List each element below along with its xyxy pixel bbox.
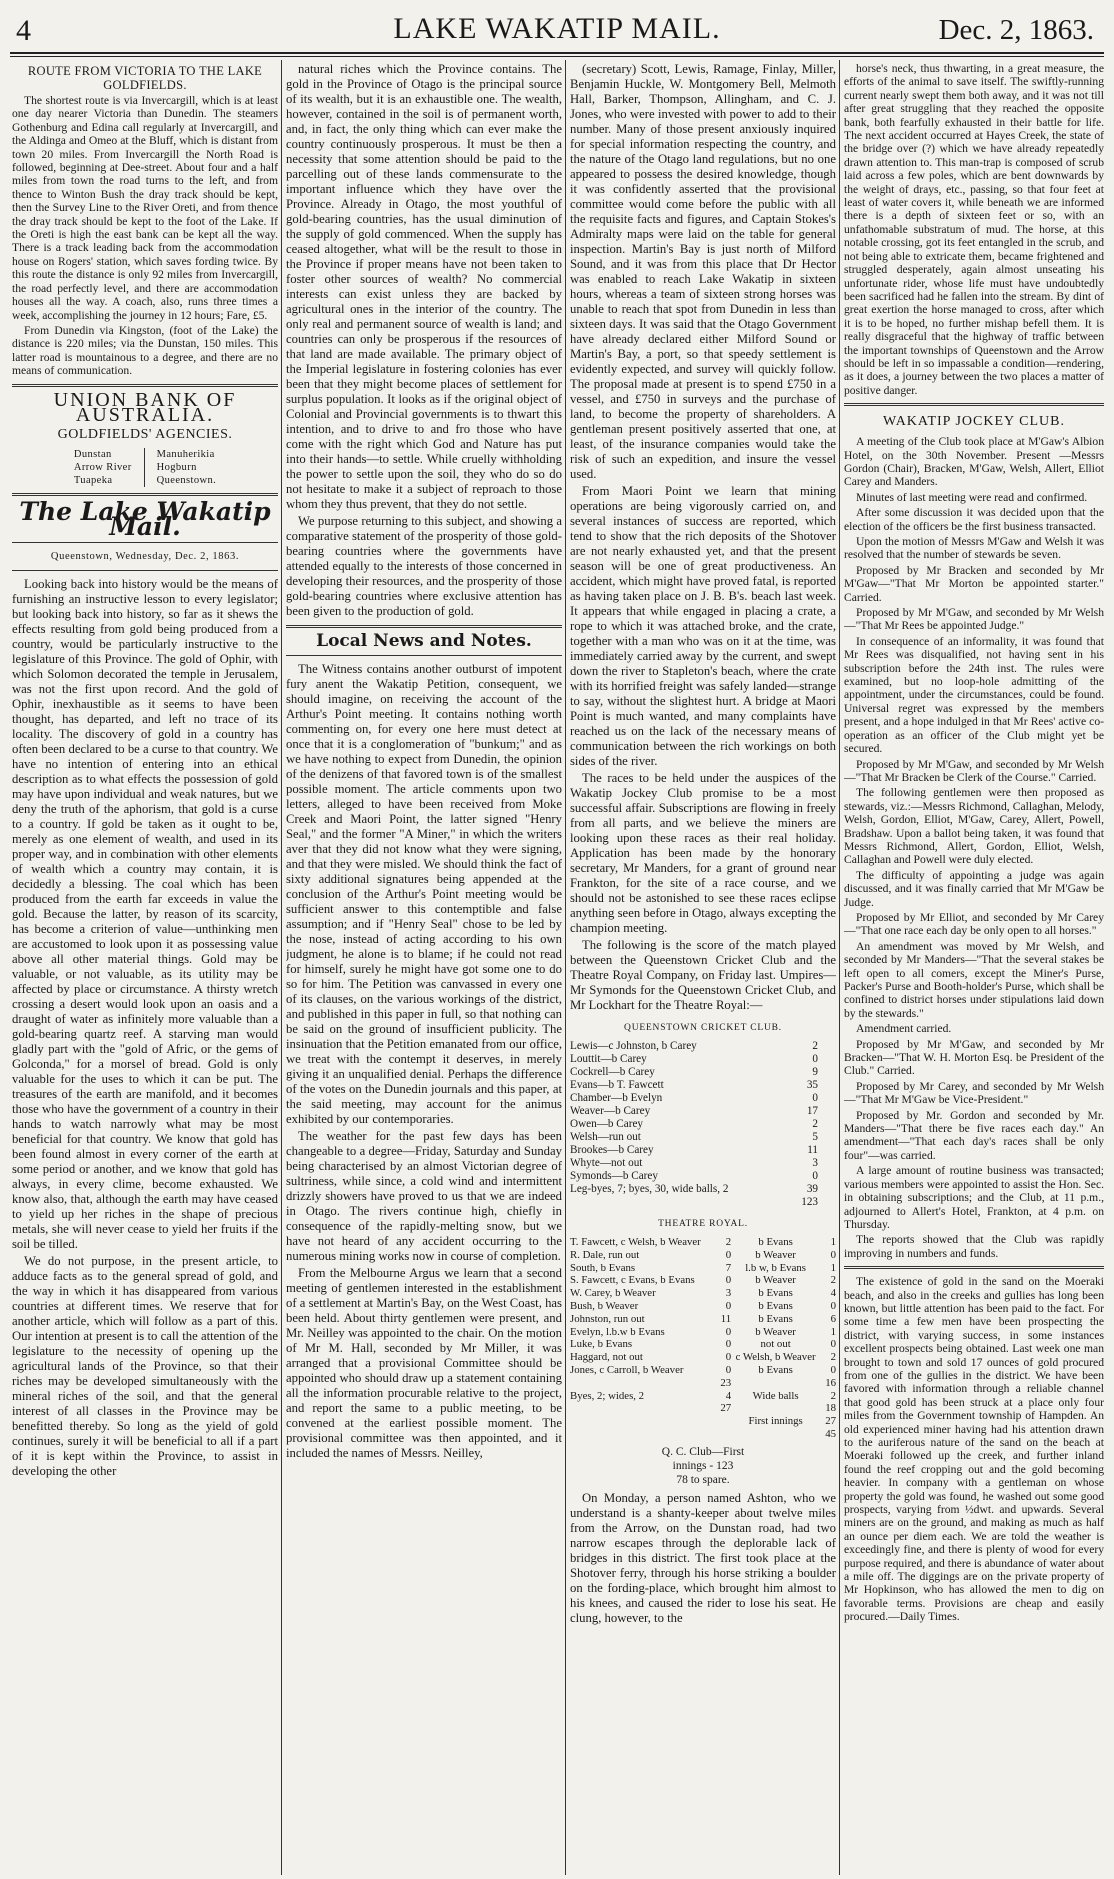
route-article [12, 94, 278, 378]
first-innings-runs: 0 [725, 1299, 732, 1312]
tr-byes: 4 [725, 1389, 732, 1402]
paragraph: From Dunedin via Kingston, (foot of the Lake) the distance is 220 miles; via the Dunstan, 150 miles. This latter road is mountainous to a degree, and there are no means of communication. [12, 323, 278, 378]
batsman: Weaver—b Carey [570, 1105, 651, 1117]
table-row [570, 1053, 836, 1066]
paragraph: Proposed by Mr Elliot, and seconded by Mr Carey—"That one race each day be only open to all horses." [844, 910, 1104, 938]
first-innings-dismissal: S. Fawcett, c Evans, b Evans [570, 1274, 695, 1287]
batsman: Chamber—b Evelyn [570, 1092, 663, 1104]
runs: 17 [806, 1105, 818, 1117]
batsman: Welsh—run out [570, 1131, 641, 1143]
first-innings-dismissal: T. Fawcett, c Welsh, b Weaver [570, 1236, 701, 1248]
agency: Queenstown. [156, 474, 217, 486]
table-row [570, 1066, 836, 1079]
tr-first-innings-label: First innings [748, 1415, 803, 1428]
second-innings-dismissal: l.b w, b Evans [745, 1261, 806, 1274]
column-divider [281, 60, 282, 1875]
second-innings-runs: 0 [830, 1363, 836, 1376]
paragraph: From the Melbourne Argus we learn that a second meeting of gentlemen interested in the establishment of a settlement at Martin's Bay, on the West Coast, has been held. About thirty gentlemen were present, and Mr. Neilley was appointed to the chair. On the motion of Mr M. Hall, seconded by Mr Miller, it was arranged that a provisional Committee should be appointed who should draw up a statement containing all the information procurable relative to the project, and report the same to a public meeting, to be convened at the earliest possible moment. The provisional committee was then appointed, and it included the names of Messrs. Neilley, [286, 1266, 562, 1460]
first-innings-runs: 0 [725, 1274, 732, 1287]
table-row [570, 1157, 836, 1170]
second-innings-dismissal: c Welsh, b Weaver [735, 1351, 816, 1364]
tr-total-1: 27 [720, 1402, 732, 1415]
table-row [570, 1313, 836, 1326]
table-row [570, 1118, 836, 1131]
paragraph: A large amount of routine business was transacted; various members were appointed to assist the Hon. Sec. in obtaining subscriptions; and the Club, at 11 p.m., adjourned to Allert's Hotel, Frankton, at 4 p.m. on Thursday. [844, 1164, 1104, 1231]
batsman: Lewis—c Johnston, b Carey [570, 1040, 697, 1052]
first-innings-runs: 3 [725, 1287, 732, 1300]
paragraph: The difficulty of appointing a judge was again discussed, and it was finally carried that Mr M'Gaw be Judge. [844, 868, 1104, 909]
paragraph: We do not purpose, in the present article, to adduce facts as to the general spread of gold, and the way in which it has disappeared from various countries at different times. We reserve that for another article, which will follow as a part of this. Our intention at present is to call the attention of the legislature to the necessity of opening up the agricultural lands of the Province, so that their riches may be developed simultaneously with the mineral riches of the soil, and that the general interest of all classes in the Province may be benefitted thereby. So long as the yield of gold continues, surely it will be beneficial to all if a part of it is kept within the Province, to assist in developing the other [12, 1253, 278, 1478]
paragraph: The weather for the past few days has been changeable to a degree—Friday, Saturday and Sunday being characterised by an almost Victorian degree of sultriness, while since, a cold wind and intermittent drizzly showers have proved to us that we are indeed in Otago. The rivers continue high, chiefly in consequence of the rapidly-melting snow, but we have not heard of any accident occurring to the numerous mining works now in course of completion. [286, 1129, 562, 1263]
batsman: Louttit—b Carey [570, 1053, 647, 1065]
agencies-right [157, 448, 217, 487]
agency: Hogburn [156, 461, 197, 473]
first-innings-dismissal: South, b Evans [570, 1261, 636, 1274]
runs: 11 [807, 1144, 818, 1156]
first-innings-runs: 7 [725, 1261, 732, 1274]
batsman: Brookes—b Carey [570, 1144, 654, 1156]
tr-total-2: 18 [825, 1402, 836, 1415]
table-row [570, 1196, 836, 1209]
table-row [570, 1105, 836, 1118]
second-innings-runs: 4 [830, 1287, 836, 1300]
paragraph: horse's neck, thus thwarting, in a great measure, the efforts of the animal to save itself. The swiftly-running current nearly swept them both away, and it was not till after great struggling that they reached the opposite bank, both fearfully exhausted in their battle for life. The next accident occurred at Hayes Creek, the state of the bridge over (?) which we have already repeatedly drawn attention to. This man-trap is composed of scrub laid across a few poles, which are bent downwards by the weight of drays, etc., passing, so that four feet at least of water covers it, while beneath we are informed there is a depth of sixteen feet or so, with an unfathomable substratum of mud. The horse, at this notable crossing, got its feet entangled in the scrub, and not being able to extricate them, became frightened and struggled desperately, again almost unseating his unfortunate rider, whose life must have undoubtedly been sacrificed had he fallen into the stream. By dint of great exertion the horse managed to cross, after which it is to be hoped, no further mishap befell them. It is really disgraceful that the highway of traffic between the important townships of Queenstown and the Arrow should be left in so impassable a condition—rendering, as it does, a journey between the two places a matter of positive danger. [844, 62, 1104, 397]
divider [286, 655, 562, 656]
paragraph: Proposed by Mr Carey, and seconded by Mr Welsh—"That Mr M'Gaw be Vice-President." [844, 1079, 1104, 1107]
leader-article-continued [286, 62, 562, 619]
tr-byes-label: Byes, 2; wides, 2 [570, 1389, 645, 1402]
agency: Tuapeka [73, 474, 113, 486]
paper-nameplate: The Lake Wakatip Mail. [19, 496, 271, 541]
first-innings-runs: 0 [725, 1248, 732, 1261]
paragraph: The reports showed that the Club was rapidly improving in numbers and funds. [844, 1233, 1104, 1260]
paragraph: Proposed by Mr Bracken and seconded by Mr M'Gaw—"That Mr Morton be appointed starter." Carried. [844, 563, 1104, 604]
table-row [570, 1249, 836, 1262]
second-innings-runs: 0 [830, 1299, 836, 1312]
paragraph: After some discussion it was decided upon that the election of the officers be the first business transacted. [844, 506, 1104, 533]
local-news [286, 662, 562, 1461]
batsman: Symonds—b Carey [570, 1170, 658, 1182]
second-innings-runs: 1 [830, 1325, 836, 1338]
table-row [570, 1262, 836, 1275]
tr-wide-label: Wide balls [752, 1389, 799, 1402]
batsman: Cockrell—b Carey [570, 1066, 655, 1078]
agency: Manuherikia [156, 448, 215, 460]
route-heading: ROUTE FROM VICTORIA TO THE LAKE GOLDFIELDS. [27, 64, 263, 92]
divider [844, 1266, 1104, 1269]
table-row [570, 1236, 836, 1249]
batsman: Evans—b T. Fawcett [570, 1079, 664, 1091]
table-row [570, 1428, 836, 1441]
tr-subtotal-1: 23 [720, 1376, 732, 1389]
tr-grand-total: 45 [825, 1427, 836, 1440]
table-row [570, 1364, 836, 1377]
first-innings-runs: 2 [725, 1236, 732, 1248]
second-innings-runs: 2 [830, 1274, 836, 1287]
table-row [570, 1300, 836, 1313]
bank-advert-subtitle: GOLDFIELDS' AGENCIES. [57, 426, 233, 442]
batsman: Owen—b Carey [570, 1118, 644, 1130]
first-innings-runs: 0 [725, 1325, 732, 1338]
table-row [570, 1079, 836, 1092]
masthead-rule [10, 52, 1104, 54]
first-innings-dismissal: Johnston, run out [570, 1312, 645, 1325]
second-innings-dismissal: b Evans [758, 1236, 793, 1248]
table-row [570, 1274, 836, 1287]
agency: Arrow River [73, 461, 132, 473]
second-innings-dismissal: b Evans [758, 1287, 793, 1300]
local-news-heading: Local News and Notes. [316, 631, 532, 651]
paragraph: Proposed by Mr M'Gaw, and seconded by Mr Welsh—"That Mr Rees be appointed Judge." [844, 606, 1104, 633]
result-line: innings - 123 [672, 1459, 734, 1472]
result-line: Q. C. Club—First [661, 1445, 745, 1458]
first-innings-runs: 11 [720, 1312, 732, 1325]
tr-subtotal-2: 16 [825, 1376, 836, 1389]
table-row [570, 1377, 836, 1390]
runs: 0 [812, 1170, 818, 1182]
runs: 39 [806, 1183, 818, 1195]
leader-article [12, 577, 278, 1479]
tr-scorecard [570, 1236, 836, 1441]
paragraph: Minutes of last meeting were read and confirmed. [856, 490, 1088, 504]
dateline: Queenstown, Wednesday, Dec. 2, 1863. [50, 550, 240, 562]
runs: 3 [812, 1157, 818, 1169]
paragraph: The following gentlemen were then proposed as stewards, viz.:—Messrs Richmond, Callaghan, Melody, Welsh, Gordon, Elliot, M'Gaw, Carey, Allert, Powell, Bradshaw. Upon a ballot being taken, it was found that Messrs Richmond, Allert, Gordon, Elliot, Welsh, Callaghan and Powell were duly elected. [844, 786, 1104, 867]
masthead [0, 0, 1114, 54]
divider [12, 570, 278, 571]
runs: 0 [812, 1053, 818, 1065]
second-innings-dismissal: b Weaver [755, 1248, 796, 1261]
first-innings-dismissal: W. Carey, b Weaver [570, 1287, 656, 1300]
first-innings-dismissal: Luke, b Evans [570, 1338, 633, 1351]
paragraph: Looking back into history would be the means of furnishing an instructive lesson to every legislator; but looking back into history, so far as it shews the effects resulting from gold being produced from a country, would be particularly instructive to the legislature of this Province. The gold of Ophir, with which Solomon decorated the temple in Jerusalem, was not the first upon record. And the gold of Ophir, inexhaustible as it seems to have been thought, has departed, and left no trace of its locality. The discovery of gold in a country has often been declared to be a curse to that country. We have no intention of entering into an ethical description as to what effects the possession of gold may have upon individual and weak natures, but we deny the truth of the aphorism, that gold is a curse to a country. If gold be taken as it ought to be, merely as one element of wealth, and used in its proper way, and in combination with other elements of wealth which a country may contain, it is decidedly a blessing. The coal which has been produced from the earth far exceeds in value the gold. Because the latter, by reason of its scarcity, has become a criterion of value—unthinking men are accustomed to look upon it as possessing value above all other material things. Gold may be valuable, or not valuable, as its utility may be affected by place or circumstance. A thirsty wretch crossing a desert would look upon an oasis and a draught of water as infinitely more valuable than a gold-bearing quartz reef. A starving man would gladly part with the "gold of Afric, or the gems of Golconda," for a morsel of bread. Gold is only valuable for the uses to which it can be put. The treasures of the earth are manifold, and it becomes those who have the government of a country in their hands to watch narrowly what may be most beneficial for that country. We know that gold has been found almost in every corner of the earth at some period or another, and we know that gold has always, in every clime, become exhausted. We know also, that, although the earth may have ceased to yield up her riches in the shape of precious metals, she will never cease to yield her fruits if the soil be tilled. [12, 576, 278, 1251]
second-innings-dismissal: b Evans [758, 1312, 793, 1325]
runs: 0 [812, 1092, 818, 1104]
divider [12, 493, 278, 496]
qcc-score-title: QUEENSTOWN CRICKET CLUB. [624, 1023, 782, 1033]
divider [12, 542, 278, 543]
table-row [570, 1144, 836, 1157]
match-result [570, 1445, 836, 1487]
table-row [570, 1415, 836, 1428]
paragraph: A meeting of the Club took place at M'Gaw's Albion Hotel, on the 30th November. Present —Messrs Gordon (Chair), Bracken, M'Gaw, Welsh, Allert, Elliot Carey and Manders. [844, 435, 1104, 489]
column-2 [286, 62, 562, 1872]
paragraph: Proposed by Mr M'Gaw, and seconded by Mr Bracken—"That W. H. Morton Esq. be President of the Club." Carried. [844, 1037, 1104, 1078]
paragraph: Proposed by Mr. Gordon and seconded by Mr. Manders—"That there be five races each day." An amendment—"That each day's races shall be only four"—was carried. [844, 1108, 1104, 1162]
table-row [570, 1338, 836, 1351]
first-innings-dismissal: R. Dale, run out [570, 1248, 640, 1261]
table-row [570, 1402, 836, 1415]
column-4 [844, 62, 1104, 1872]
first-innings-dismissal: Evelyn, l.b.w b Evans [570, 1325, 665, 1338]
column-divider [839, 60, 840, 1875]
paragraph: Proposed by Mr M'Gaw, and seconded by Mr Welsh—"That Mr Bracken be Clerk of the Course." Carried. [844, 757, 1104, 784]
first-innings-dismissal: Bush, b Weaver [570, 1299, 639, 1312]
divider [286, 625, 562, 628]
paragraph: An amendment was moved by Mr Welsh, and seconded by Mr Manders—"That the several stakes be left open to all comers, except the Miner's Purse, Packer's Purse and Booth-holder's Purse, which shall be confined to district horses under stipulations laid down by the stewards." [844, 939, 1104, 1020]
table-row [570, 1040, 836, 1053]
tr-score-title: THEATRE ROYAL. [658, 1219, 748, 1229]
paper-title: LAKE WAKATIP MAIL. [393, 12, 721, 45]
paragraph: The Witness contains another outburst of impotent fury anent the Wakatip Petition, consequent, we should imagine, on receiving the account of the Arthur's Point meeting. It contains nothing worth commenting on, for every one here must detect at once that it is a conglomeration of "bunkum;" and as we have nothing to expect from Dunedin, the opinion of the denizens of that favored town is of the smallest possible moment. The article comments upon two letters, alleged to have been received from Moke Creek and Maori Point, the latter signed "Henry Seal," and the former "A Miner," in which the writers aver that they did not know what they were signing, and that they were misled. We should think the fact of sixty additional signatures being appended at the conclusion of the Arthur's Point meeting would be sufficient answer to this contemptible and false assumption; and if "Henry Seal" chose to be led by the nose, instead of acting according to his own judgment, he alone is to blame; if he could not read for himself, surely he might have got some one to do so for him. The Petition was canvassed in every one of its clauses, on the various workings of the district, and published in this paper in full, so that nothing can be said on the ground of insufficient publicity. The insinuation that the Petition emanated from our office, we treat with the contempt it deserves, in merely giving it an unqualified denial. Perhaps the difference of the votes on the Dunedin journals and this paper, at the said meeting, may account for the animus exhibited by our contemporaries. [286, 662, 562, 1126]
batsman: Leg-byes, 7; byes, 30, wide balls, 2 [570, 1183, 729, 1195]
table-row [570, 1326, 836, 1339]
table-row [570, 1092, 836, 1105]
jockey-club-report [844, 435, 1104, 1260]
second-innings-runs: 6 [830, 1312, 836, 1325]
table-row [570, 1170, 836, 1183]
column-divider [565, 60, 566, 1875]
paragraph: On Monday, a person named Ashton, who we understand is a shanty-keeper about twelve miles from the Arrow, on the Dunstan road, had two narrow escapes through the deplorable lack of bridges in this district. The first took place at the Shotover ferry, through his horse striking a boulder on the fording-place, which brought him almost to his knees, and caused the rider to lose his seat. He clung, however, to the [570, 1490, 836, 1625]
paragraph: Amendment carried. [856, 1022, 952, 1036]
paragraph: From Maori Point we learn that mining operations are being vigorously carried on, and several instances of success are reported, which tend to show that the rich deposits of the Shotover are not nearly exhausted yet, and that the present season will be one of great productiveness. An accident, which might have proved fatal, is reported as having taken place on J. B. B's. beach last week. It appears that while engaged in placing a crate, a rope to which it was attached broke, and the crate, together with a man who was on it at the time, was immediately carried away by the current, and swept down the river to Stapleton's beach, where the crate with its horrified freight was safely landed—strange to say, without the slightest hurt. A bridge at Maori Point is much wanted, and many complaints have reached us on the lack of the necessary means of communication between the rich workings on both sides of the river. [570, 484, 836, 768]
second-innings-dismissal: not out [760, 1338, 791, 1351]
second-innings-dismissal: b Weaver [755, 1325, 796, 1338]
paragraph: The existence of gold in the sand on the Moeraki beach, and also in the creeks and gullies has long been known, but little attention has been paid to the fact. For some time a few men have been prospecting the district, with varying success, in some instances excellent prospects being obtained. Last week one man brought to town and sold 17 ounces of gold procured from one of the gullies in the district. We have been favored with information through a reliable channel that good gold has been struck at a place only four miles from the Government township of Hampden. An old experienced miner having had his attention drawn to the auriferous nature of the sand on the beach at Moeraki followed up the creek, and further inland found the reef cropping out and the gold becoming heavier. In company with a gentleman on whose property the gold was found, he washed out some good prospects, varying from ½dwt. and upwards. Several miners are on the ground, and making as much as half an ounce per diem each. We are told the weather is exceedingly fine, and there is plenty of wood for every purpose required, and there is abundance of water about a mile off. The diggings are on the private property of Mr Hopkinson, who has allowed the men to dig on favorable terms. Provisions are cheap and easily procured.—Daily Times. [844, 1275, 1104, 1624]
agencies-left [74, 448, 145, 487]
tr-wide: 2 [830, 1389, 836, 1402]
runs: 9 [812, 1066, 818, 1078]
jockey-club-heading: WAKATIP JOCKEY CLUB. [883, 414, 1065, 430]
second-innings-runs: 2 [830, 1351, 836, 1364]
runs: 2 [812, 1118, 818, 1130]
table-row [570, 1287, 836, 1300]
tr-first-innings: 27 [825, 1415, 836, 1428]
table-row [570, 1131, 836, 1144]
first-innings-dismissal: Jones, c Carroll, b Weaver [570, 1363, 684, 1376]
second-innings-runs: 1 [830, 1261, 836, 1274]
second-innings-dismissal: b Evans [758, 1299, 793, 1312]
table-row [570, 1390, 836, 1403]
bank-advert-title: UNION BANK OF AUSTRALIA. [53, 388, 237, 426]
divider [12, 384, 278, 387]
issue-date: Dec. 2, 1863. [938, 14, 1094, 46]
first-innings-runs: 0 [725, 1351, 732, 1364]
paragraph: The following is the score of the match played between the Queenstown Cricket Club and the Theatre Royal Company, on Friday last. Umpires—Mr Symonds for the Queenstown Cricket Club, and Mr Lockhart for the Theatre Royal:— [570, 938, 836, 1012]
qcc-scorecard [570, 1040, 836, 1209]
paragraph: (secretary) Scott, Lewis, Ramage, Finlay, Miller, Benjamin Huckle, W. Montgomery Bell, Melmoth Hall, Barker, Thompson, Allingham, and C. J. Jones, who were invested with power to add to their number. Many of those present anxiously inquired for special information respecting the country, and the nature of the Otago land regulations, but no one appeared to possess the desired knowledge, though it was confidently asserted that the provisional committee would come before the public with all the requisite facts and figures, and Captain Stokes's Admiralty maps were laid on the table for general inspection. Martin's Bay is just north of Milford Sound, and it was from this place that Dr Hector was enabled to reach Lake Wakatip in sixteen hours, whereas a team of sixteen strong horses was unable to reach that spot from Dunedin in less than sixteen days. It was said that the Otago Government have already declared either Milford Sound or Martin's Bay, a port, so that speedy settlement is evidently expected, and survey will quickly follow. The proposal made at present is to spend £750 in a vessel, and £750 in surveys and the purchase of land, to become the property of shareholders. A gentleman present positively asserted that one, at least, of the insurance companies would take the risk of such an expedition, and insure the vessel used. [570, 62, 836, 481]
first-innings-runs: 0 [725, 1338, 732, 1351]
paragraph: Upon the motion of Messrs M'Gaw and Welsh it was resolved that the number of stewards be seven. [844, 535, 1104, 562]
first-innings-runs: 0 [725, 1363, 732, 1376]
agency: Dunstan [73, 448, 112, 460]
paragraph: The shortest route is via Invercargill, which is at least one day nearer Victoria than Dunedin. The steamers Gothenburg and Edina call regularly at Invercargill, and the Aldinga and Omeo at the Bluff, which is distant from town 20 miles. From Invercargill the North Road is followed, beginning at Dee-street. About four and a half miles from town the road turns to the left, and from thence to Winton Bush the dray track should be kept, then the Survey Line to the River Oreti, and from thence the dray track should be kept to the foot of the Lake. If the Oreti is high the east bank can be kept all the way. There is a track leading back from the accommodation house on Rogers' station, which saves fording twice. By this route the distance is only 92 miles from Invercargill, the road perfectly level, and there are accommodation houses all the way. A coach, also, runs three times a week, accomplishing the journey in 12 hours; Fare, £5. [12, 94, 278, 322]
second-innings-runs: 0 [830, 1338, 836, 1351]
paragraph: natural riches which the Province contains. The gold in the Province of Otago is the principal source of its wealth, but it is an exhaustible one. The wealth, however, contained in the soil is of permanent worth, and, in fact, the only thing which can ever make the country continuously prosperous. It must be then a necessity that some attention should be paid to the parcelling out of these lands commensurate to the important influence which they have over the Province. Already in Otago, the most youthful of gold-bearing countries, has the usual diminution of the supply of gold commenced. When the supply has ceased altogether, what will be the result to those in the Province if proper means have not been taken to foster other sources of wealth? No commercial interests can exist unless they are backed by agricultural ones in the interior of the country. The only real and permanent source of wealth is land; and countries can only be prosperous if the resources of that land are made available. The primary object of the Imperial legislature in fostering colonies has ever been that they might become places of settlement for surplus population. It looks as if the original object of Colonial and Provincial governments is to thwart this intention, and to drive to and fro those who have come with the right which God and Nature has put into their hands—to settle. While cruelly withholding the power to settle upon the soil, they who do so do not hesitate to make it a subject of reproach to those whom they thus prevent, that they do not settle. [286, 62, 562, 511]
first-innings-dismissal: Haggard, not out [570, 1351, 643, 1364]
masthead-rule-thin [10, 56, 1104, 57]
divider [844, 403, 1104, 406]
paragraph: The races to be held under the auspices of the Wakatip Jockey Club promise to be a most successful affair. Subscriptions are flowing in freely from all parts, and we believe the miners are looking upon these races as their real holiday. Application has been made by the honorary secretary, Mr Manders, for a grant of ground near Frankton, for the site of a race course, and we should not be astonished to see these races eclipse anything seen before in Otago, always excepting the champion meeting. [570, 771, 836, 935]
column-3 [570, 62, 836, 1872]
page-number: 4 [16, 14, 31, 47]
second-innings-runs: 0 [830, 1248, 836, 1261]
table-row [570, 1351, 836, 1364]
second-innings-dismissal: b Evans [758, 1363, 793, 1376]
runs: 2 [812, 1040, 818, 1052]
second-innings-runs: 1 [830, 1236, 836, 1248]
paragraph: We purpose returning to this subject, and showing a comparative statement of the prosperity of those gold-bearing countries where the governments have attended equally to the interests of those concerned in developing their resources, and the prosperity of those gold-bearing countries where exclusive attention has been given to the production of gold. [286, 514, 562, 618]
column-1 [12, 62, 278, 1872]
second-innings-dismissal: b Weaver [755, 1274, 796, 1287]
qcc-total: 123 [801, 1196, 818, 1208]
paragraph: In consequence of an informality, it was found that Mr Rees was disqualified, not having sent in his subscription before the 24th inst. The rules were examined, but no loop-hole admitting of the appointment, under the circumstances, could be found. Universal regret was expressed by the members present, and a hope indulged in that Mr Rees' active co-operation as an officer of the Club might yet be secured. [844, 634, 1104, 756]
runs: 35 [806, 1079, 818, 1091]
bank-agencies [12, 448, 278, 487]
runs: 5 [812, 1131, 818, 1143]
table-row [570, 1183, 836, 1196]
batsman: Whyte—not out [570, 1157, 643, 1169]
result-line: 78 to spare. [676, 1473, 730, 1486]
